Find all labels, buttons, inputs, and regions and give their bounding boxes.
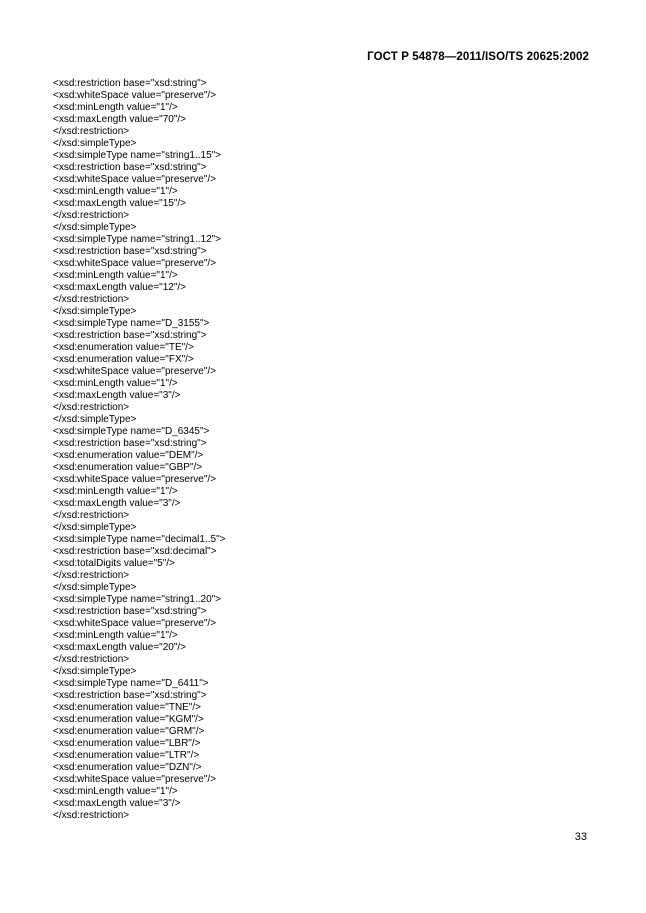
code-line: <xsd:simpleType name="string1..12"> [53, 234, 222, 245]
code-line: <xsd:simpleType name="string1..15"> [53, 150, 222, 161]
code-line: </xsd:simpleType> [53, 138, 137, 149]
code-line: <xsd:restriction base="xsd:string"> [53, 246, 207, 257]
code-line: <xsd:whiteSpace value="preserve"/> [53, 366, 217, 377]
code-line: <xsd:whiteSpace value="preserve"/> [53, 174, 217, 185]
code-line: <xsd:restriction base="xsd:string"> [53, 162, 207, 173]
code-line: </xsd:restriction> [53, 810, 130, 821]
code-line: <xsd:whiteSpace value="preserve"/> [53, 258, 217, 269]
code-line: <xsd:maxLength value="20"/> [53, 642, 187, 653]
code-line: <xsd:whiteSpace value="preserve"/> [53, 618, 217, 629]
code-line: <xsd:totalDigits value="5"/> [53, 558, 175, 569]
code-line: <xsd:simpleType name="D_3155"> [53, 318, 210, 329]
code-line: <xsd:simpleType name="D_6345"> [53, 426, 210, 437]
code-line: </xsd:restriction> [53, 510, 130, 521]
code-line: <xsd:whiteSpace value="preserve"/> [53, 90, 217, 101]
code-line: <xsd:minLength value="1"/> [53, 630, 178, 641]
code-line: </xsd:simpleType> [53, 582, 137, 593]
code-line: <xsd:restriction base="xsd:string"> [53, 438, 207, 449]
code-line: </xsd:simpleType> [53, 666, 137, 677]
code-line: <xsd:simpleType name="D_6411"> [53, 678, 209, 689]
code-line: </xsd:simpleType> [53, 522, 137, 533]
code-line: </xsd:simpleType> [53, 222, 137, 233]
code-line: <xsd:maxLength value="15"/> [53, 198, 187, 209]
code-line: <xsd:simpleType name="decimal1..5"> [53, 534, 226, 545]
code-line: <xsd:minLength value="1"/> [53, 102, 178, 113]
code-line: </xsd:restriction> [53, 654, 130, 665]
code-line: <xsd:minLength value="1"/> [53, 270, 178, 281]
code-line: <xsd:maxLength value="70"/> [53, 114, 187, 125]
code-line: <xsd:enumeration value="TE"/> [53, 342, 194, 353]
code-line: <xsd:enumeration value="GBP"/> [53, 462, 203, 473]
code-line: <xsd:enumeration value="KGM"/> [53, 714, 204, 725]
code-line: <xsd:whiteSpace value="preserve"/> [53, 774, 217, 785]
code-line: </xsd:restriction> [53, 210, 130, 221]
code-line: <xsd:minLength value="1"/> [53, 186, 178, 197]
code-line: </xsd:restriction> [53, 570, 130, 581]
code-line: </xsd:restriction> [53, 126, 130, 137]
code-line: <xsd:enumeration value="FX"/> [53, 354, 194, 365]
code-line: </xsd:restriction> [53, 402, 130, 413]
code-line: <xsd:simpleType name="string1..20"> [53, 594, 222, 605]
code-line: </xsd:restriction> [53, 294, 130, 305]
code-line: </xsd:simpleType> [53, 306, 137, 317]
code-line: <xsd:restriction base="xsd:string"> [53, 606, 207, 617]
code-line: <xsd:enumeration value="TNE"/> [53, 702, 202, 713]
code-line: <xsd:restriction base="xsd:decimal"> [53, 546, 217, 557]
standard-code-header: ГОСТ Р 54878—2011/ISO/TS 20625:2002 [367, 51, 589, 63]
code-line: <xsd:enumeration value="DZN"/> [53, 762, 202, 773]
code-line: <xsd:maxLength value="3"/> [53, 798, 181, 809]
page-number: 33 [574, 831, 587, 843]
code-line: <xsd:minLength value="1"/> [53, 378, 178, 389]
code-line: <xsd:minLength value="1"/> [53, 486, 178, 497]
code-line: <xsd:enumeration value="LBR"/> [53, 738, 201, 749]
xsd-code-block [53, 78, 593, 822]
code-line: <xsd:restriction base="xsd:string"> [53, 690, 207, 701]
code-line: <xsd:maxLength value="12"/> [53, 282, 187, 293]
code-line: <xsd:whiteSpace value="preserve"/> [53, 474, 217, 485]
code-line: <xsd:enumeration value="DEM"/> [53, 450, 204, 461]
code-line: <xsd:maxLength value="3"/> [53, 390, 181, 401]
code-line: <xsd:maxLength value="3"/> [53, 498, 181, 509]
code-line: </xsd:simpleType> [53, 414, 137, 425]
code-line: <xsd:restriction base="xsd:string"> [53, 78, 207, 89]
code-line: <xsd:restriction base="xsd:string"> [53, 330, 207, 341]
code-line: <xsd:enumeration value="LTR"/> [53, 750, 200, 761]
code-line: <xsd:enumeration value="GRM"/> [53, 726, 205, 737]
code-line: <xsd:minLength value="1"/> [53, 786, 178, 797]
